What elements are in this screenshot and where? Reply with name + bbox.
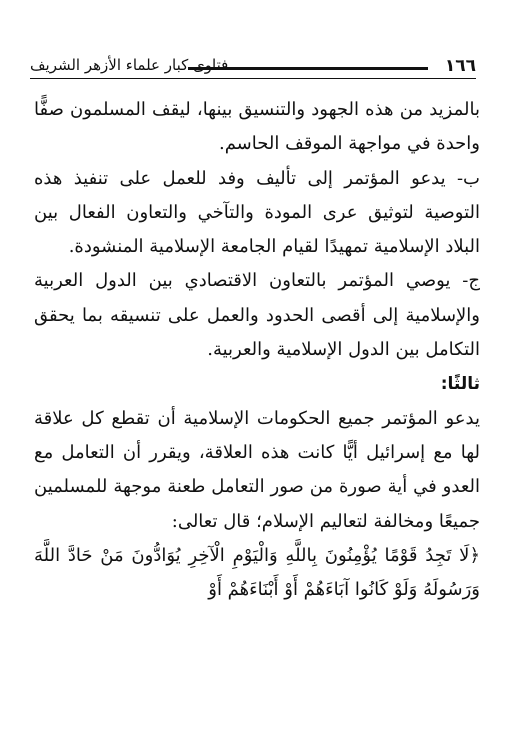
quran-verse: ﴿لَا تَجِدُ قَوْمًا يُؤْمِنُونَ بِاللَّهِ وَالْيَوْمِ الْآخِرِ يُوَادُّونَ مَنْ حَادَّ اللَّهَ وَرَسُولَهُ وَلَوْ كَانُوا آبَاءَهُمْ أَوْ أَبْنَاءَهُمْ أَوْ	[34, 544, 480, 601]
paragraph-recommendation-c: ج- يوصي المؤتمر بالتعاون الاقتصادي بين الدول العربية والإسلامية إلى أقصى الحدود والعمل على تنسيقه بما يحقق التكامل بين الدول الإسلامية والعربية.	[34, 270, 480, 361]
body-text	[34, 93, 480, 607]
running-title: فتاوى كبار علماء الأزهر الشريف	[30, 56, 229, 74]
header-underline	[30, 78, 476, 79]
header-rule	[188, 67, 428, 70]
paragraph-recommendation-b: ب- يدعو المؤتمر إلى تأليف وفد للعمل على تنفيذ هذه التوصية لتوثيق عرى المودة والتآخي والتعاون الفعال بين البلاد الإسلامية تمهيدًا لقيام الجامعة الإسلامية المنشودة.	[34, 167, 480, 258]
page-number: ١٦٦	[444, 56, 476, 76]
paragraph-continuation: بالمزيد من هذه الجهود والتنسيق بينها، ليقف المسلمون صفًّا واحدة في مواجهة الموقف الحاسم.	[34, 99, 480, 155]
page-header	[30, 56, 476, 82]
paragraph-third: يدعو المؤتمر جميع الحكومات الإسلامية أن تقطع كل علاقة لها مع إسرائيل أيًّا كانت هذه العلاقة، ويقرر أن التعامل مع العدو في أية صورة من صور التعامل طعنة موجهة للمسلمين جميعًا ومخالفة لتعاليم الإسلام؛ قال تعالى:	[34, 407, 480, 532]
section-heading-third: ثالثًا:	[440, 374, 480, 395]
